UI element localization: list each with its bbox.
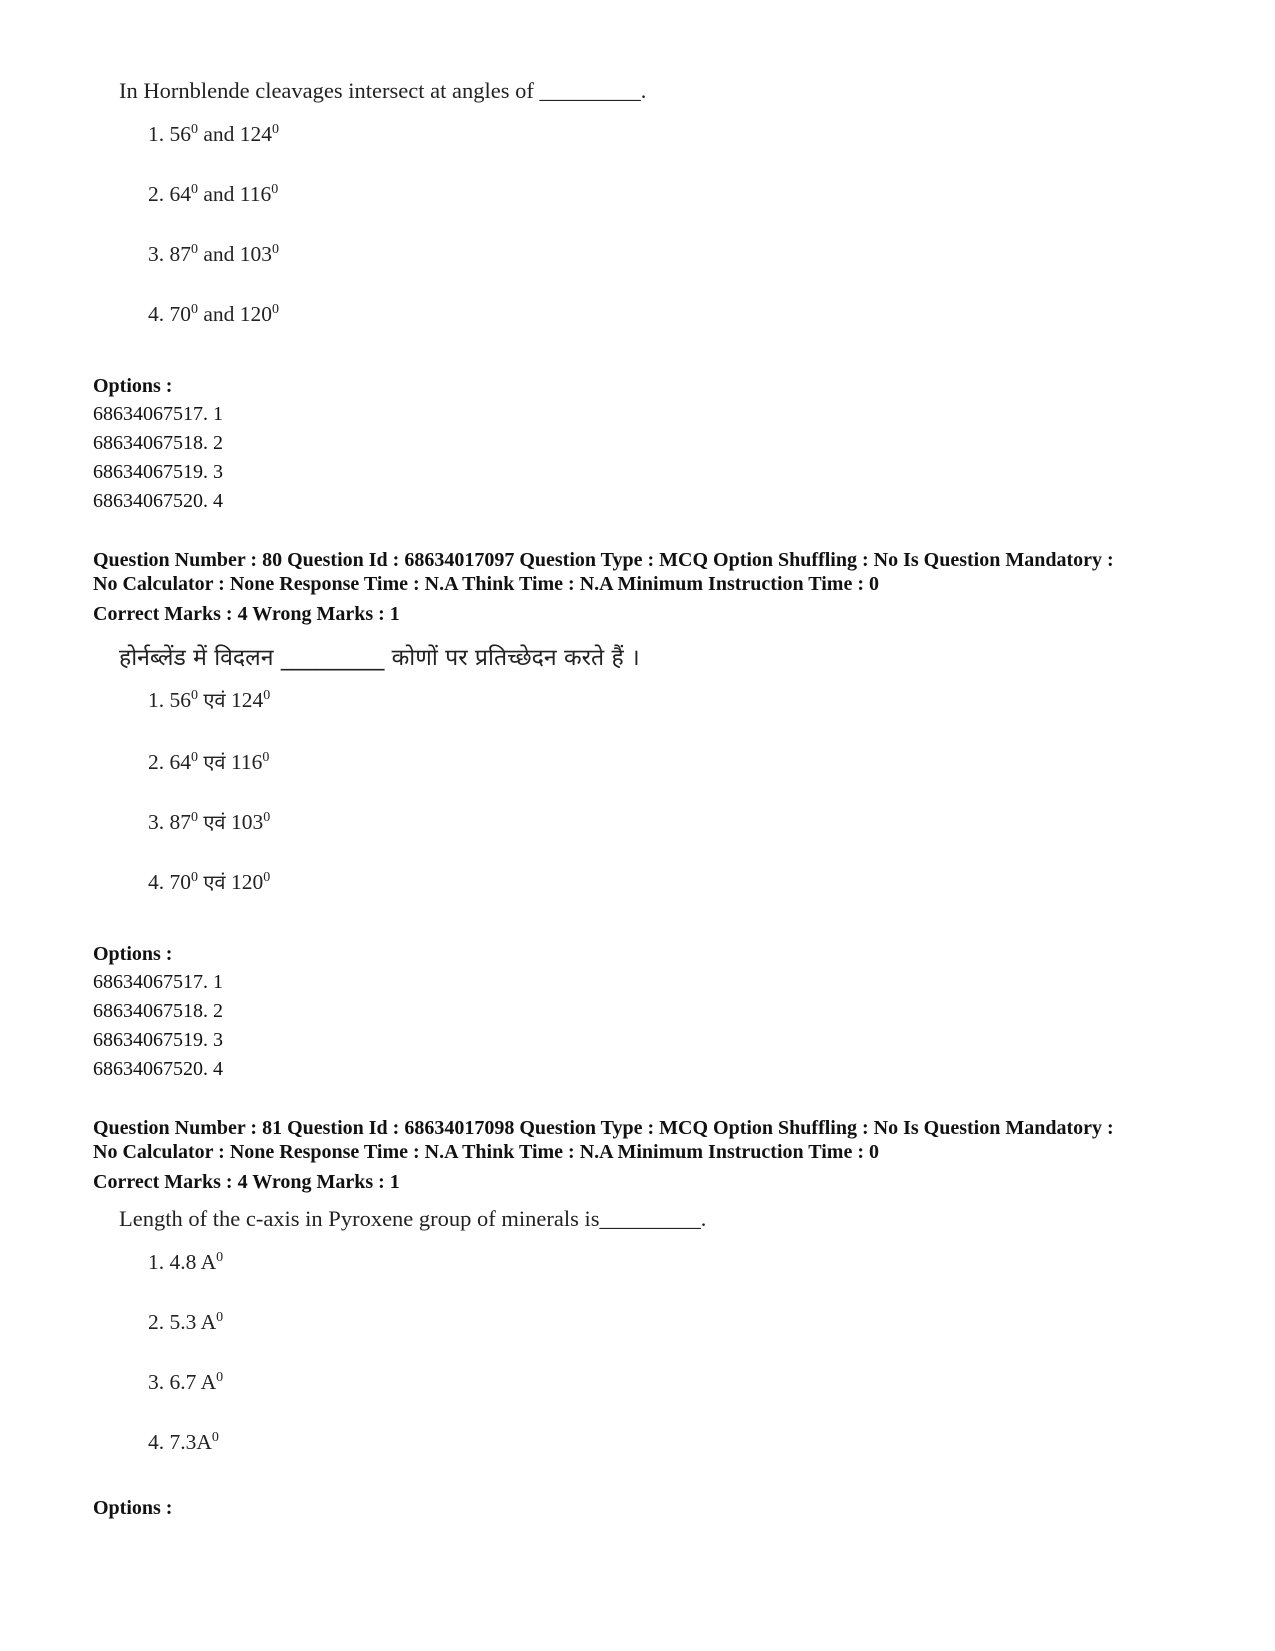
choice-2: 2. $64^0$ एवं $116^0$ — [148, 750, 270, 774]
option-row: 68634067517. 1 — [93, 971, 223, 993]
choice-2: 2. 5.3 $A^0$ — [148, 1310, 224, 1334]
option-row: 68634067520. 4 — [93, 1058, 223, 1080]
question-marks: Correct Marks : 4 Wrong Marks : 1 — [93, 1171, 400, 1193]
option-row: 68634067520. 4 — [93, 490, 223, 512]
question-block-80 — [93, 640, 1213, 912]
question-marks: Correct Marks : 4 Wrong Marks : 1 — [93, 603, 400, 625]
choice-3: 3. $87^0$ एवं $103^0$ — [148, 810, 271, 834]
answer-choices — [148, 104, 1213, 344]
option-row: 68634067518. 2 — [93, 432, 223, 454]
choice-3: 3. $87^0$ and $103^0$ — [148, 242, 280, 266]
question-meta-line-2: No Calculator : None Response Time : N.A Think Time : N.A Minimum Instruction Time : 0 — [93, 573, 879, 595]
choice-1: 1. $56^0$ एवं $124^0$ — [148, 688, 271, 712]
question-text: होर्नब्लेंड में विदलन _________ कोणों पर प्रतिच्छेदन करते हैं । — [119, 645, 640, 671]
options-list — [93, 940, 1213, 1084]
question-meta-line-1: Question Number : 80 Question Id : 68634017097 Question Type : MCQ Option Shuffling : No Is Question Mandatory : — [93, 549, 1114, 571]
question-block-79 — [93, 78, 1213, 344]
choice-4: 4. $70^0$ एवं $120^0$ — [148, 870, 271, 894]
options-list — [93, 1494, 1213, 1522]
question-meta-line-2: No Calculator : None Response Time : N.A Think Time : N.A Minimum Instruction Time : 0 — [93, 1141, 879, 1163]
options-label: Options : — [93, 943, 173, 965]
options-label: Options : — [93, 375, 173, 397]
choice-4: 4. $7.3A^0$ — [148, 1430, 219, 1454]
question-text: Length of the c-axis in Pyroxene group of minerals is_________. — [119, 1206, 707, 1231]
question-header-80 — [93, 548, 1213, 626]
question-block-81 — [93, 1206, 1213, 1472]
option-row: 68634067519. 3 — [93, 461, 223, 483]
choice-2: 2. $64^0$ and $116^0$ — [148, 182, 279, 206]
choice-1: 1. 4.8 $A^0$ — [148, 1250, 224, 1274]
answer-choices — [148, 1232, 1213, 1472]
question-header-81 — [93, 1116, 1213, 1194]
question-meta-line-1: Question Number : 81 Question Id : 68634017098 Question Type : MCQ Option Shuffling : No Is Question Mandatory : — [93, 1117, 1114, 1139]
question-text: In Hornblende cleavages intersect at angles of _________. — [119, 78, 647, 103]
options-list — [93, 372, 1213, 516]
answer-choices — [148, 672, 1213, 912]
options-label: Options : — [93, 1497, 173, 1519]
option-row: 68634067519. 3 — [93, 1029, 223, 1051]
choice-3: 3. 6.7 $A^0$ — [148, 1370, 224, 1394]
option-row: 68634067517. 1 — [93, 403, 223, 425]
choice-4: 4. $70^0$ and $120^0$ — [148, 302, 280, 326]
choice-1: 1. $56^0$ and $124^0$ — [148, 122, 280, 146]
option-row: 68634067518. 2 — [93, 1000, 223, 1022]
